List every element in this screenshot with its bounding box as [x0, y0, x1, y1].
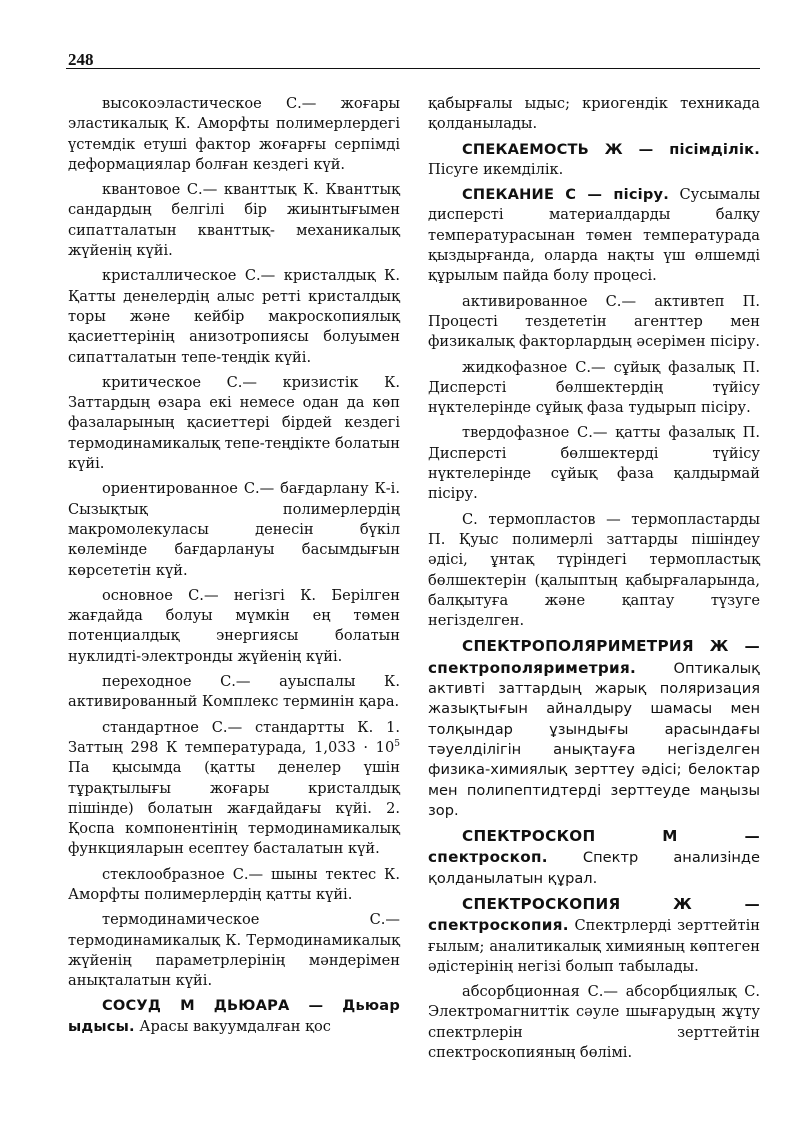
entry-text: Пісуге икемділік.	[428, 160, 564, 178]
dictionary-entry	[428, 894, 760, 977]
headword: СПЕКТРОСКОПИЯ Ж — спектроскопия.	[428, 894, 760, 935]
dictionary-entry	[428, 826, 760, 889]
entry-text: Спектрлерді зерттейтін ғылым; аналитикалық химияның көптеген әдістерінің негізі болып табылады.	[428, 917, 760, 975]
entry-text: Оптикалық активті заттардың жарық поляризация жазықтығын айналдыру шамасы мен толқындар ұзындығы арасындағы тәуелділігін анықтауға негізделген физика-химиялық зерттеу әдісі; белоктар мен полипептидтерді зерттеуде маңызы зор.	[428, 659, 760, 819]
dictionary-entry-continued: қабырғалы ыдыс; криогендік техникада қолданылады.	[428, 95, 760, 133]
entry-text: стандартное С.— стандартты К. 1. Заттың 298 К температурада, 1,033 · 10	[68, 718, 400, 756]
dictionary-entry: жидкофазное С.— сұйық фазалық П. Дисперсті бөлшектердің түйісу нүктелерінде сұйық фаза тудырып пісіру.	[428, 358, 760, 417]
dictionary-entry: стеклообразное С.— шыны тектес К. Аморфты полимерлердің қатты күйі.	[68, 865, 400, 903]
dictionary-entry: термодинамическое С.— термодинамикалық К. Термодинамикалық жүйенің параметрлерінің мәндерімен анықталатын күйі.	[68, 911, 400, 990]
headword: СПЕКАЕМОСТЬ Ж — пісімділік.	[462, 140, 760, 158]
dictionary-entry: основное С.— негізгі К. Берілген жағдайда болуы мүмкін ең төмен потенциалдық энергиясы болатын нуклидті-электронды жүйенің күйі.	[68, 586, 400, 665]
dictionary-entry: С. термопластов — термопластарды П. Қуыс полимерлі заттарды пішіндеу әдісі, ұнтақ түріндегі термопластық бөлшектерін (қалыптың қабырғаларында, балқытуға және қаптау түзуге негізделген.	[428, 510, 760, 630]
dictionary-entry: активированное С.— активтеп П. Процесті тездететін агенттер мен физикалық факторлардың әсерімен пісіру.	[428, 292, 760, 351]
headword: СПЕКТРОСКОП М — спектроскоп.	[428, 827, 760, 867]
dictionary-entry: твердофазное С.— қатты фазалық П. Дисперсті бөлшектерді түйісу нүктелерінде сұйық фаза қалдырмай пісіру.	[428, 424, 760, 503]
dictionary-entry	[68, 718, 400, 860]
headword: СПЕКАНИЕ С — пісіру.	[462, 186, 669, 204]
dictionary-entry	[428, 636, 760, 821]
entry-text: Па қысымда (қатты денелер үшін тұрақтылығы жоғары кристалдық пішінде) болатын жағдайдағы күйі. 2. Қоспа компонентінің термодинамикалық функцияларын есептеу басталатын күй.	[68, 759, 400, 858]
exponent: 5	[394, 739, 400, 750]
dictionary-entry: критическое С.— кризистік К. Заттардың өзара екі немесе одан да көп фазаларының қасиеттері бірдей кездегі термодинамикалық тепе-теңдікте болатын күйі.	[68, 373, 400, 473]
dictionary-entry: высокоэластическое С.— жоғары эластикалық К. Аморфты полимерлердегі үстемдік етуші фактор жоғарғы серпімді деформациялар болған кездегі күй.	[68, 95, 400, 173]
dictionary-entry: квантовое С.— кванттық К. Кванттық сандардың белгілі бір жиынтығымен сипатталатын кванттық- механикалық жүйенің күйі.	[68, 181, 400, 260]
dictionary-entry	[428, 140, 760, 181]
entry-text: Арасы вакуумдалған қос	[134, 1017, 331, 1035]
headword: СОСУД М ДЬЮАРА — Дьюар ыдысы.	[68, 997, 400, 1035]
right-column	[428, 94, 760, 1068]
left-column	[68, 94, 400, 1042]
dictionary-entry	[428, 185, 760, 286]
dictionary-entry	[68, 996, 400, 1037]
dictionary-entry: переходное С.— ауыспалы К. активированный Комплекс терминін қара.	[68, 673, 400, 711]
header-rule	[66, 68, 760, 69]
dictionary-entry: абсорбционная С.— абсорбциялық С. Электромагниттік сәуле шығарудың жұту спектрлерін зерттейтін спектроскопияның бөлімі.	[428, 983, 760, 1062]
entry-text: Сусымалы дисперсті материалдарды балқу температурасынан төмен температурада қыздырғанда, оларда нақты үш өлшемді құрылым пайда болу процесі.	[428, 186, 760, 285]
headword: СПЕКТРОПОЛЯРИМЕТРИЯ Ж — спектрополяриметрия.	[428, 637, 760, 677]
entry-text: Спектр анализінде қолданылатын құрал.	[428, 849, 760, 887]
dictionary-entry: ориентированное С.— бағдарлану К-і. Сызықтық полимерлердің макромолекуласы денесін бүкіл көлемінде бағдарлануы басымдығын көрсететін күй.	[68, 480, 400, 579]
dictionary-entry: кристаллическое С.— кристалдық К. Қатты денелердің алыс ретті кристалдық торы және кейбір макроскопиялық қасиеттерінің анизотропиясы болуымен сипатталатын тепе-теңдік күйі.	[68, 267, 400, 366]
page-number: 248	[68, 50, 94, 69]
